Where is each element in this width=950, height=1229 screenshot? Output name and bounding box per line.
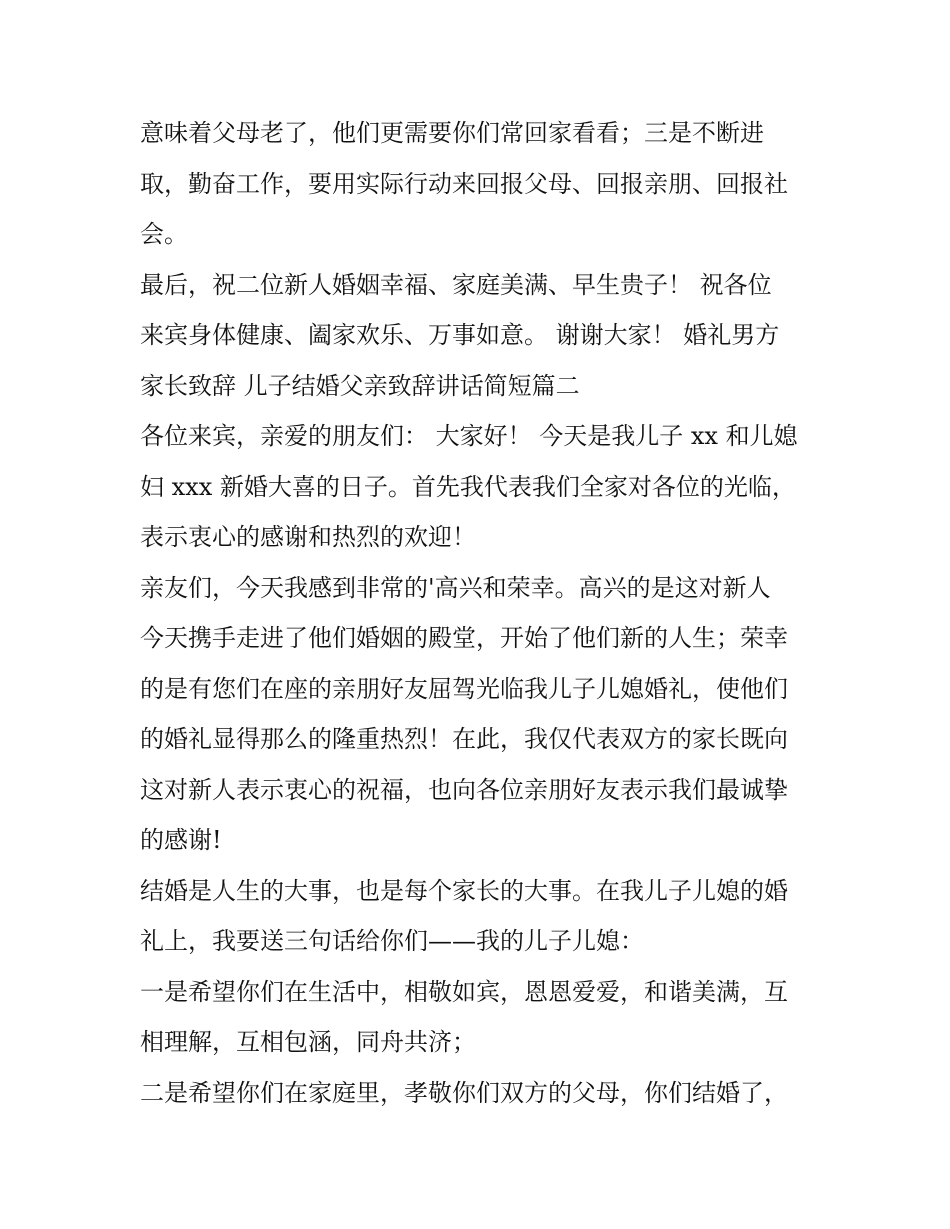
- text-line: 取，勤奋工作，要用实际行动来回报父母、回报亲朋、回报社: [140, 169, 788, 198]
- text-line: 这对新人表示衷心的祝福，也向各位亲朋好友表示我们最诚挚: [140, 775, 788, 804]
- text-line: 相理解，互相包涵，同舟共济；: [140, 1028, 476, 1056]
- text-line: 会。: [140, 220, 188, 248]
- text-line: 的感谢!: [140, 826, 222, 854]
- text-line: 今天携手走进了他们婚姻的殿堂，开始了他们新的人生；荣幸: [140, 624, 788, 652]
- text-line: 妇 xxx 新婚大喜的日子。首先我代表我们全家对各位的光临，: [140, 472, 796, 501]
- text-line: 各位来宾，亲爱的朋友们： 大家好！ 今天是我儿子 xx 和儿媳: [140, 422, 798, 450]
- text-line: 一是希望你们在生活中，相敬如宾，恩恩爱爱，和谐美满，互: [140, 977, 788, 1006]
- text-line: 礼上，我要送三句话给你们——我的儿子儿媳：: [140, 927, 644, 955]
- text-line: 的是有您们在座的亲朋好友屈驾光临我儿子儿媳婚礼，使他们: [140, 674, 788, 703]
- text-line: 家长致辞 儿子结婚父亲致辞讲话简短篇二: [140, 371, 580, 400]
- text-line: 二是希望你们在家庭里，孝敬你们双方的父母，你们结婚了，: [140, 1078, 788, 1107]
- text-line: 来宾身体健康、阖家欢乐、万事如意。 谢谢大家！ 婚礼男方: [140, 321, 780, 349]
- text-line: 结婚是人生的大事，也是每个家长的大事。在我儿子儿媳的婚: [140, 876, 788, 905]
- text-line: 表示衷心的感谢和热烈的欢迎！: [140, 523, 476, 551]
- text-line: 最后，祝二位新人婚姻幸福、家庭美满、早生贵子！ 祝各位: [140, 270, 772, 299]
- text-line: 意味着父母老了，他们更需要你们常回家看看；三是不断进: [140, 119, 764, 147]
- text-line: 的婚礼显得那么的隆重热烈！在此，我仅代表双方的家长既向: [140, 725, 788, 753]
- document-body: [140, 108, 820, 1118]
- text-line: 亲友们，今天我感到非常的'高兴和荣幸。高兴的是这对新人: [140, 573, 771, 602]
